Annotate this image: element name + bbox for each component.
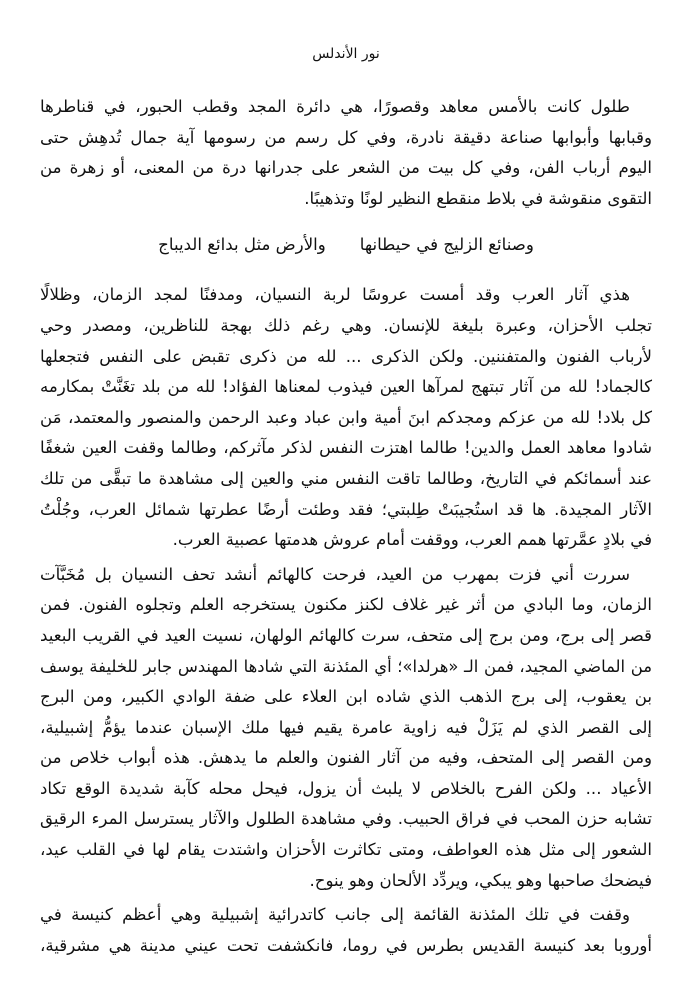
text-line: في بلادٍ عمَّرتها همم العرب، ووقفت أمام عروش هدمتها عصبية العرب. <box>172 530 652 550</box>
text-line: كالجماد! لله من آثار تبتهج لمرآها العين فيذوب لمعناها الفؤاد! لله من بلد تغَنَّتْ بمكارمه <box>40 377 652 397</box>
text-line: اليوم أرباب الفن، وفي كل بيت من الشعر على جدرانها درة من المعنى، أو زهرة من <box>40 158 652 178</box>
text-line: الشعور إلى مثل هذه العواطف، ومتى تكاثرت الأحزان واشتدت يقام لها في القلب عيد، <box>40 840 652 860</box>
text-line: بن يعقوب، إلى برج الذهب الذي شاده ابن العلاء على ضفة الوادي الكبير، ومن البرج <box>40 687 652 707</box>
text-line: لأرباب الفنون والمتفننين. ولكن الذكرى ... لله من ذكرى تقبض على النفس فتجعلها <box>40 346 652 366</box>
text-line: تشابه حزن المحب في فراق الحبيب. وفي مشاهدة الطلول والآثار يسترسل المرء الرقيق <box>40 809 652 829</box>
poetry-verse <box>40 230 652 260</box>
running-header: نور الأندلس <box>312 46 380 62</box>
text-line: من الماضي المجيد، فمن الـ «هرلدا»؛ أي المئذنة التي شادها المهندس جابر للخليفة يوسف <box>40 656 652 676</box>
text-line: وقفت في تلك المئذنة القائمة إلى جانب كاتدرائية إشبيلية وهي أعظم كنيسة في <box>40 905 630 925</box>
text-line: هذي آثار العرب وقد أمست عروسًا لربة النسيان، ومدفنًا لمجد الزمان، وظلالًا <box>40 285 630 305</box>
text-line: إلى القصر الذي لم يَزَلْ فيه زاوية عامرة يقيم فيها ملك الإسبان عندما يؤمُّ إشبيلية، <box>40 717 652 737</box>
book-page <box>40 0 652 1000</box>
text-line: الآثار المجيدة. ها قد استُجيبَتْ طِلبتي؛ فقد وطئت أرضًا عطرتها شمائل العرب، وجُلْتُ <box>40 499 652 519</box>
text-line: الأعياد ... ولكن الفرح بالخلاص لا يلبث أن يزول، فيحل محله كآبة شديدة الوقع تكاد <box>40 778 652 798</box>
text-line: تجلب الأحزان، وعبرة بليغة للإنسان. وهي رغم ذلك بهجة للناظرين، ومصدر وحي <box>40 315 652 335</box>
text-line: فيضحك صاحبها وهو يبكي، ويردِّد الألحان وهو ينوح. <box>309 870 652 890</box>
text-line: طلول كانت بالأمس معاهد وقصورًا، هي دائرة المجد وقطب الحبور، في قناطرها <box>40 97 630 116</box>
text-line: أوروبا بعد كنيسة القديس بطرس في روما، فانكشفت تحت عيني مدينة هي مشرقية، <box>40 935 652 955</box>
paragraph-4 <box>40 900 652 961</box>
text-line: الزمان، وما البادي من أثر غير غلاف لكنز مكنون يستخرجه العلم وتجلوه الفنون. فمن <box>40 595 652 615</box>
paragraph-1 <box>40 92 652 214</box>
text-line: شادوا معاهد العمل والدين! طالما اهتزت النفس لذكر مآثركم، وطالما وقفت العين شغفًا <box>40 438 652 458</box>
text-line: التقوى منقوشة في بلاط منقطع النظير لونًا وتذهيبًا. <box>304 188 652 208</box>
verse-right-hemistich: وصنائع الزليج في حيطانها <box>359 235 534 255</box>
paragraph-2 <box>40 280 652 555</box>
text-line: عند أسمائكم في التاريخ، وطالما تاقت النفس مني والعين إلى مشاهدة ما تبقَّى من تلك <box>40 468 652 488</box>
text-line: وقبابها وأبوابها صناعة دقيقة نادرة، وفي كل رسم من رسومها آية جمال تُدهِش حتى <box>40 127 652 147</box>
text-line: سررت أني فزت بمهرب من العيد، فرحت كالهائم أنشد تحف النسيان بل مُخَبَّآت <box>40 564 630 584</box>
verse-left-hemistich: والأرض مثل بدائع الديباج <box>158 235 326 255</box>
text-line: كل بلاد! لله من عزكم ومجدكم ابنَ أمية وابن عباد وعبد الرحمن والمنصور والمعتمد، مَن <box>40 407 652 427</box>
paragraph-3 <box>40 560 652 897</box>
text-line: قصر إلى برج، ومن برج إلى متحف، سرت كالهائم الولهان، نسيت العيد في القريب البعيد <box>40 625 652 645</box>
text-line: ومن القصر إلى المتحف، وفيه من آثار الفنون والعلم ما يدهش. هذه أبواب خلاص من <box>40 748 652 768</box>
body-text <box>40 92 652 961</box>
